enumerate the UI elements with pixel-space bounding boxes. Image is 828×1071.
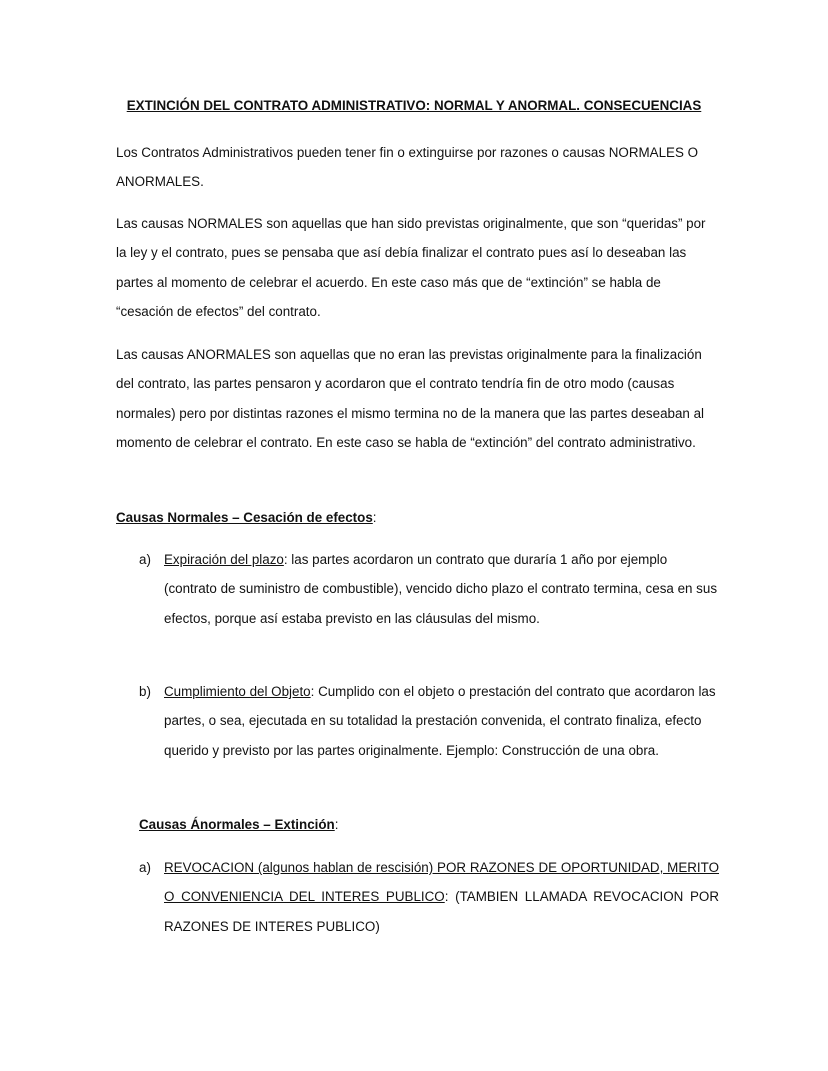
list-item-body [164,853,719,941]
list-item-label: REVOCACION (algunos hablan de rescisión) POR RAZONES DE OPORTUNIDAD, MERITO O CONVENIENCIA DEL INTERES PUBLICO [164,860,719,905]
list-item-body [164,677,719,765]
abnormal-causes-paragraph: Las causas ANORMALES son aquellas que no eran las previstas originalmente para la finalización del contrato, las partes pensaron y acordaron que el contrato tendría fin de otro modo (causas normales) pero por distintas razones el mismo termina no de la manera que las partes deseaban al momento de celebrar el contrato. En este caso se habla de “extinción” del contrato administrativo. [116,347,705,450]
normal-section-heading [116,508,377,528]
normal-section-heading-text: Causas Normales – Cesación de efectos [116,510,373,525]
document-title: EXTINCIÓN DEL CONTRATO ADMINISTRATIVO: NORMAL Y ANORMAL. CONSECUENCIAS [126,98,702,113]
list-item [139,545,719,633]
intro-paragraph: Los Contratos Administrativos pueden tener fin o extinguirse por razones o causas NORMALES O ANORMALES. [116,145,699,190]
list-item-text: : (TAMBIEN LLAMADA REVOCACION POR RAZONES DE INTERES PUBLICO) [164,889,719,934]
list-item-text: : Cumplido con el objeto o prestación del contrato que acordaron las partes, o sea, ejecutada en su totalidad la prestación convenida, el contrato finaliza, efecto querido y previsto por las partes originalmente. Ejemplo: Construcción de una obra. [164,684,716,758]
list-item-label: Cumplimiento del Objeto [164,684,311,699]
list-marker: a) [139,860,151,875]
list-item [139,853,719,941]
abnormal-section-heading-text: Causas Ánormales – Extinción [139,817,335,832]
normal-section-heading-colon: : [372,510,377,525]
list-item-label: Expiración del plazo [164,552,284,567]
list-item-text: : las partes acordaron un contrato que duraría 1 año por ejemplo (contrato de suministro de combustible), vencido dicho plazo el contrato termina, cesa en sus efectos, porque así estaba previsto en las cláusulas del mismo. [164,552,718,626]
normal-causes-paragraph: Las causas NORMALES son aquellas que han sido previstas originalmente, que son “queridas” por la ley y el contrato, pues se pensaba que así debía finalizar el contrato pues así lo deseaban las partes al momento de celebrar el acuerdo. En este caso más que de “extinción” se habla de “cesación de efectos” del contrato. [116,216,706,319]
abnormal-section-heading [139,815,338,835]
list-item-body [164,545,719,633]
list-marker: b) [139,684,151,699]
list-marker: a) [139,552,151,567]
abnormal-section-heading-colon: : [334,817,339,832]
list-item [139,677,719,765]
